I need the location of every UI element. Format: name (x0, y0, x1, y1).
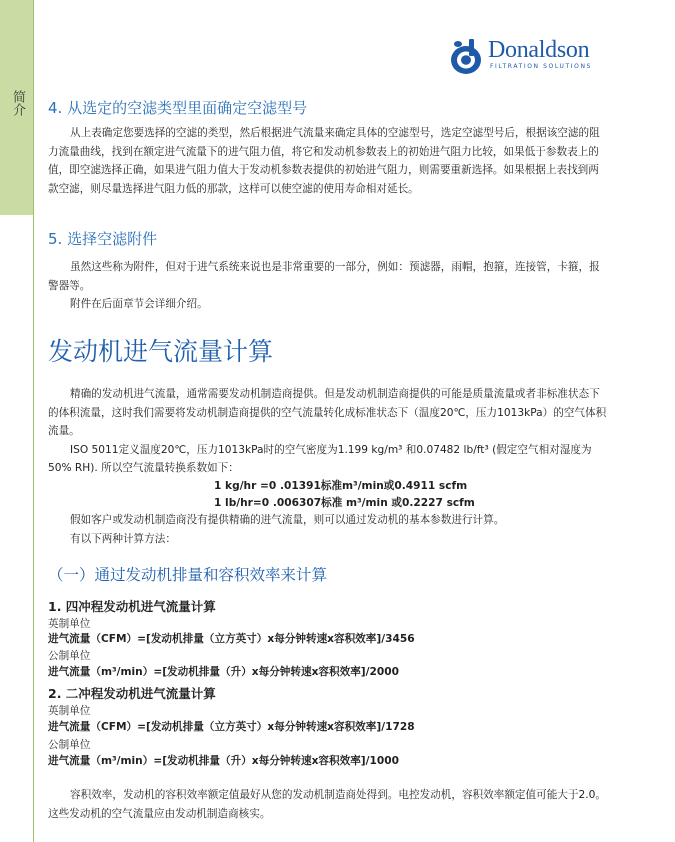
four-stroke-metric-formula: 进气流量（m³/min）=[发动机排量（升）x每分钟转速x容积效率]/2000 (48, 666, 399, 678)
two-stroke-heading: 2. 二冲程发动机进气流量计算 (48, 686, 216, 701)
sidebar-label: 简介 (10, 90, 25, 116)
intro-paragraph-3: 假如客户或发动机制造商没有提供精确的进气流量，则可以通过发动机的基本参数进行计算。 (70, 514, 505, 526)
intro-tail (48, 511, 608, 548)
efficiency-note-paragraph: 容积效率，发动机的容积效率额定值最好从您的发动机制造商处得到。电控发动机，容积效率额定值可能大于2.0。这些发动机的空气流量应由发动机制造商核实。 (48, 789, 606, 820)
donaldson-logo (446, 36, 616, 76)
four-stroke-heading: 1. 四冲程发动机进气流量计算 (48, 599, 216, 614)
intro-paragraph-4: 有以下两种计算方法： (70, 532, 176, 545)
intro-body (48, 385, 608, 478)
two-stroke-metric-formula: 进气流量（m³/min）=[发动机排量（升）x每分钟转速x容积效率]/1000 (48, 755, 399, 767)
four-stroke-imperial-label: 英制单位 (48, 618, 91, 630)
intro-paragraph-1: 精确的发动机进气流量，通常需要发动机制造商提供。但是发动机制造商提供的可能是质量流量或者非标准状态下的体积流量，这时我们需要将发动机制造商提供的空气流量转化成标准状态下（温度20℃，压力1013kPa）的空气体积流量。 (48, 388, 607, 438)
conversion-line-1: 1 kg/hr =0 .01391标准m³/min或0.4911 scfm (214, 480, 468, 492)
section5-paragraph-1: 虽然这些称为附件，但对于进气系统来说也是非常重要的一部分，例如：预滤器，雨帽，抱箍，连接管，卡箍，报警器等。 (48, 261, 600, 292)
logo-tagline: FILTRATION SOLUTIONS (490, 63, 592, 70)
section4-heading: 4. 从选定的空滤类型里面确定空滤型号 (48, 99, 308, 117)
section5-paragraph-2: 附件在后面章节会详细介绍。 (70, 298, 208, 311)
four-stroke-metric-label: 公制单位 (48, 650, 91, 662)
section4-paragraph: 从上表确定您要选择的空滤的类型，然后根据进气流量来确定具体的空滤型号，选定空滤型号后，根据该空滤的阻力流量曲线，找到在额定进气流量下的进气阻力值，将它和发动机参数表上的初始进气阻力比较，如果低于参数表上的值，即空滤选择正确，如果进气阻力值大于发动机参数表提供的初始进气阻力，则需要重新选择。如果根据上表找到两款空滤，则尽量选择进气阻力低的那款，这样可以使空滤的使用寿命相对延长。 (48, 127, 600, 195)
donaldson-emblem-icon (446, 36, 484, 76)
section4-body (48, 124, 608, 198)
four-stroke-imperial-formula: 进气流量（CFM）=[发动机排量（立方英寸）x每分钟转速x容积效率]/3456 (48, 633, 415, 645)
logo-brand: Donaldson (488, 37, 590, 63)
page-title: 发动机进气流量计算 (48, 337, 274, 366)
two-stroke-imperial-formula: 进气流量（CFM）=[发动机排量（立方英寸）x每分钟转速x容积效率]/1728 (48, 721, 415, 733)
two-stroke-metric-label: 公制单位 (48, 739, 91, 751)
section5-body (48, 258, 608, 314)
conversion-line-2: 1 lb/hr=0 .006307标准 m³/min 或0.2227 scfm (214, 497, 475, 509)
efficiency-note (48, 786, 608, 823)
intro-paragraph-2: ISO 5011定义温度20℃，压力1013kPa时的空气密度为1.199 kg/m³ 和0.07482 lb/ft³ (假定空气相对湿度为50% RH). 所以空气流量转换系数如下： (48, 443, 592, 475)
section5-heading: 5. 选择空滤附件 (48, 230, 158, 248)
method1-heading: （一）通过发动机排量和容积效率来计算 (48, 566, 328, 584)
sidebar-divider (33, 0, 34, 842)
sidebar (0, 0, 34, 842)
two-stroke-imperial-label: 英制单位 (48, 705, 91, 717)
